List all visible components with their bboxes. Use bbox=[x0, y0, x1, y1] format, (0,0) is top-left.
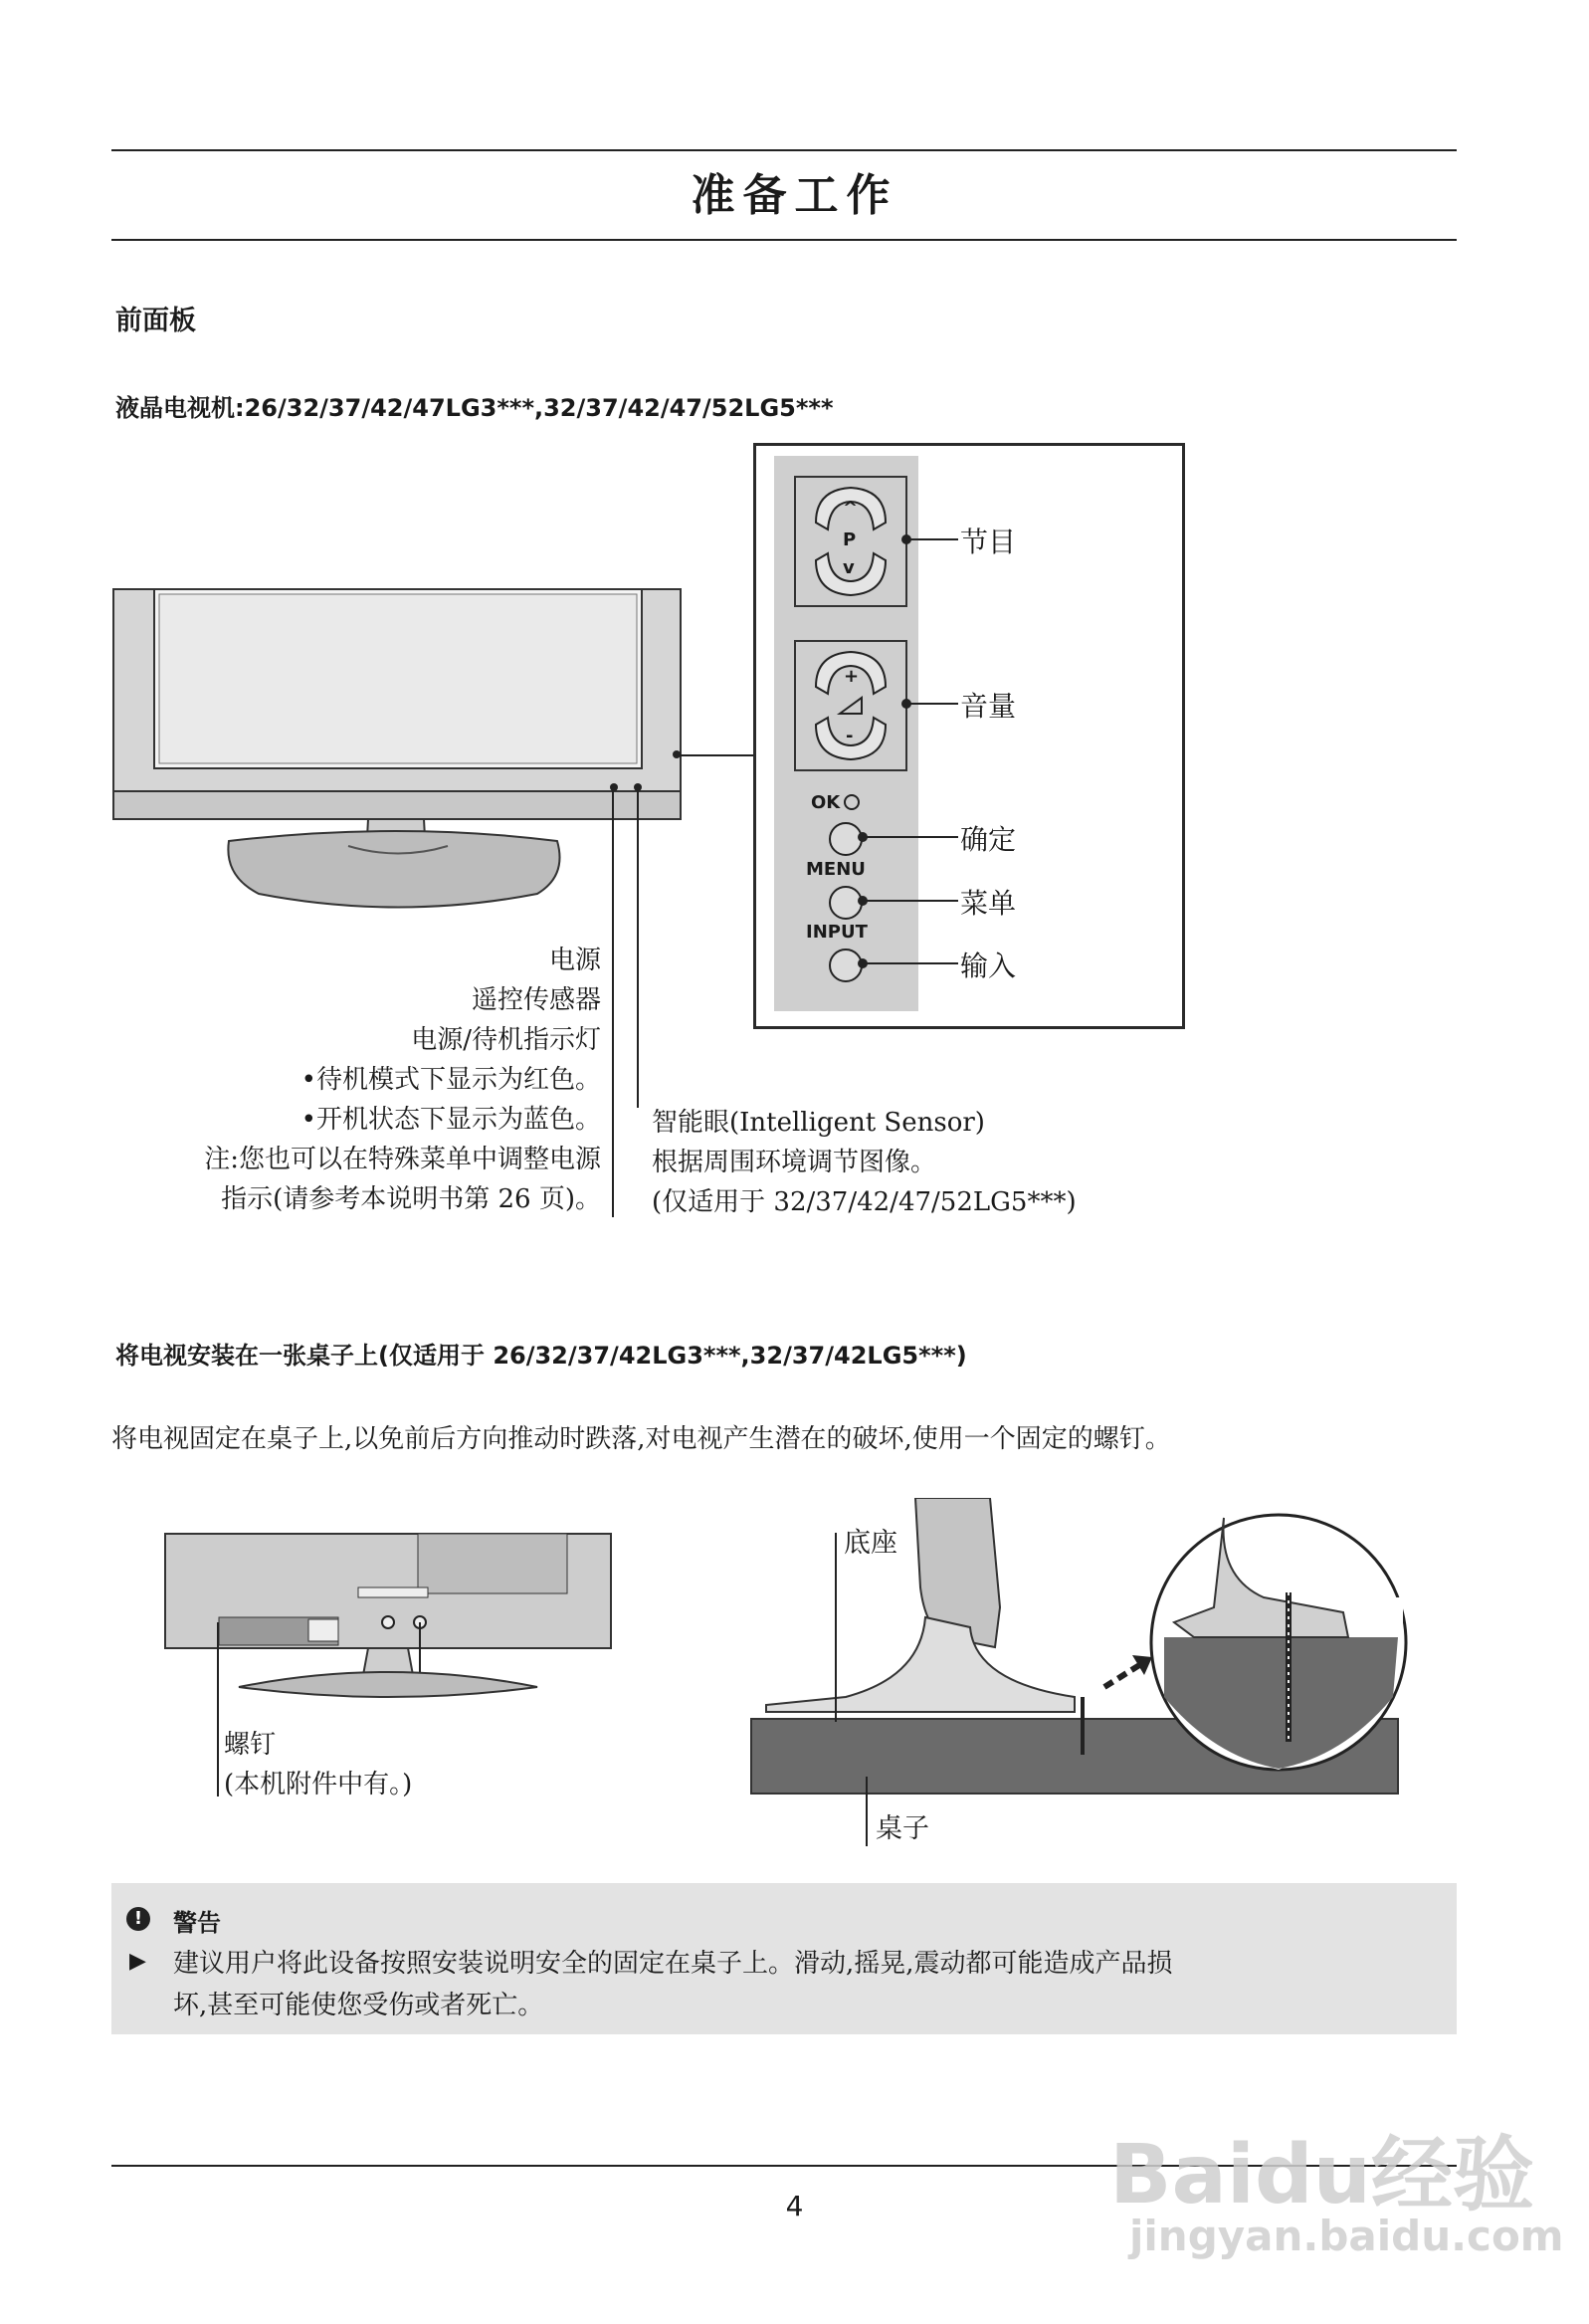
volume-leader bbox=[906, 703, 958, 705]
warning-box bbox=[111, 1883, 1457, 2034]
program-p-label: P bbox=[843, 529, 857, 550]
desk-label: 桌子 bbox=[876, 1813, 929, 1844]
warning-title: 警告 bbox=[173, 1909, 221, 1937]
program-button-frame bbox=[794, 476, 907, 607]
warning-icon: ! bbox=[126, 1907, 150, 1931]
sensor-leader-line bbox=[637, 789, 639, 1108]
panel-connector-line bbox=[677, 754, 756, 756]
side-control-panel bbox=[753, 443, 1185, 1029]
callout-ok: 确定 bbox=[960, 823, 1017, 856]
program-leader bbox=[906, 538, 958, 540]
note-power: 电源 bbox=[548, 946, 601, 975]
note-applies-to: (仅适用于 32/37/42/47/52LG5***) bbox=[652, 1187, 1077, 1217]
front-panel-heading: 前面板 bbox=[115, 306, 196, 336]
sensor-notes bbox=[652, 1103, 1249, 1222]
watermark-logo: Baidu经验 bbox=[1109, 2128, 1535, 2222]
base-label: 底座 bbox=[844, 1528, 897, 1559]
callout-menu: 菜单 bbox=[960, 887, 1017, 920]
volume-plus-symbol: + bbox=[844, 666, 860, 687]
note-red: •待机模式下显示为红色。 bbox=[300, 1065, 601, 1095]
volume-minus-symbol: - bbox=[846, 726, 854, 746]
screw-notes bbox=[224, 1725, 412, 1804]
model-line: 液晶电视机:26/32/37/42/47LG3***,32/37/42/47/52LG5*** bbox=[115, 394, 834, 422]
ok-circle-icon bbox=[844, 794, 860, 810]
base-leader-line bbox=[835, 1533, 837, 1722]
menu-label: MENU bbox=[806, 859, 866, 880]
note-adjust: 注:您也可以在特殊菜单中调整电源 bbox=[204, 1145, 601, 1174]
note-intelligent-sensor: 智能眼(Intelligent Sensor) bbox=[652, 1108, 985, 1138]
callout-input: 输入 bbox=[960, 950, 1017, 982]
warning-text bbox=[173, 1943, 1447, 2026]
top-rule bbox=[111, 149, 1457, 151]
power-notes bbox=[84, 941, 601, 1219]
page-title: 准备工作 bbox=[691, 170, 898, 221]
page-number: 4 bbox=[785, 2190, 804, 2222]
ok-label: OK bbox=[811, 792, 841, 813]
note-standby-indicator: 电源/待机指示灯 bbox=[411, 1025, 601, 1055]
desk-heading: 将电视安装在一张桌子上(仅适用于 26/32/37/42LG3***,32/37/42LG5***) bbox=[115, 1342, 967, 1370]
screw-label: 螺钉 bbox=[224, 1730, 277, 1760]
screw-note: (本机附件中有。) bbox=[224, 1770, 413, 1799]
input-label: INPUT bbox=[806, 922, 868, 943]
warning-line-2: 坏,甚至可能使您受伤或者死亡。 bbox=[173, 1991, 544, 2020]
input-leader bbox=[863, 962, 958, 964]
program-up-symbol: ^ bbox=[843, 498, 859, 519]
warning-arrow-icon: ▶ bbox=[129, 1949, 146, 1974]
note-remote-sensor: 遥控传感器 bbox=[471, 985, 601, 1015]
note-blue: •开机状态下显示为蓝色。 bbox=[300, 1105, 601, 1135]
volume-button-frame bbox=[794, 640, 907, 771]
menu-leader bbox=[863, 900, 958, 902]
callout-volume: 音量 bbox=[960, 690, 1017, 723]
program-down-symbol: v bbox=[843, 557, 855, 578]
warning-line-1: 建议用户将此设备按照安装说明安全的固定在桌子上。滑动,摇晃,震动都可能造成产品损 bbox=[173, 1949, 1173, 1979]
power-leader-line bbox=[612, 789, 614, 1217]
screw-leader-line bbox=[217, 1622, 219, 1796]
tv-back-illustration bbox=[159, 1528, 617, 1712]
volume-rocker-icon[interactable] bbox=[796, 642, 905, 769]
note-adjust-image: 根据周围环境调节图像。 bbox=[652, 1148, 937, 1177]
ok-leader bbox=[863, 836, 958, 838]
callout-program: 节目 bbox=[960, 526, 1017, 558]
tv-front-illustration bbox=[99, 577, 696, 926]
note-reference: 指示(请参考本说明书第 26 页)。 bbox=[221, 1184, 601, 1214]
desk-leader-line bbox=[866, 1777, 868, 1846]
watermark-url: jingyan.baidu.com bbox=[1129, 2212, 1564, 2260]
desk-description: 将电视固定在桌子上,以免前后方向推动时跌落,对电视产生潜在的破坏,使用一个固定的螺钉。 bbox=[111, 1424, 1171, 1454]
title-rule bbox=[111, 239, 1457, 241]
